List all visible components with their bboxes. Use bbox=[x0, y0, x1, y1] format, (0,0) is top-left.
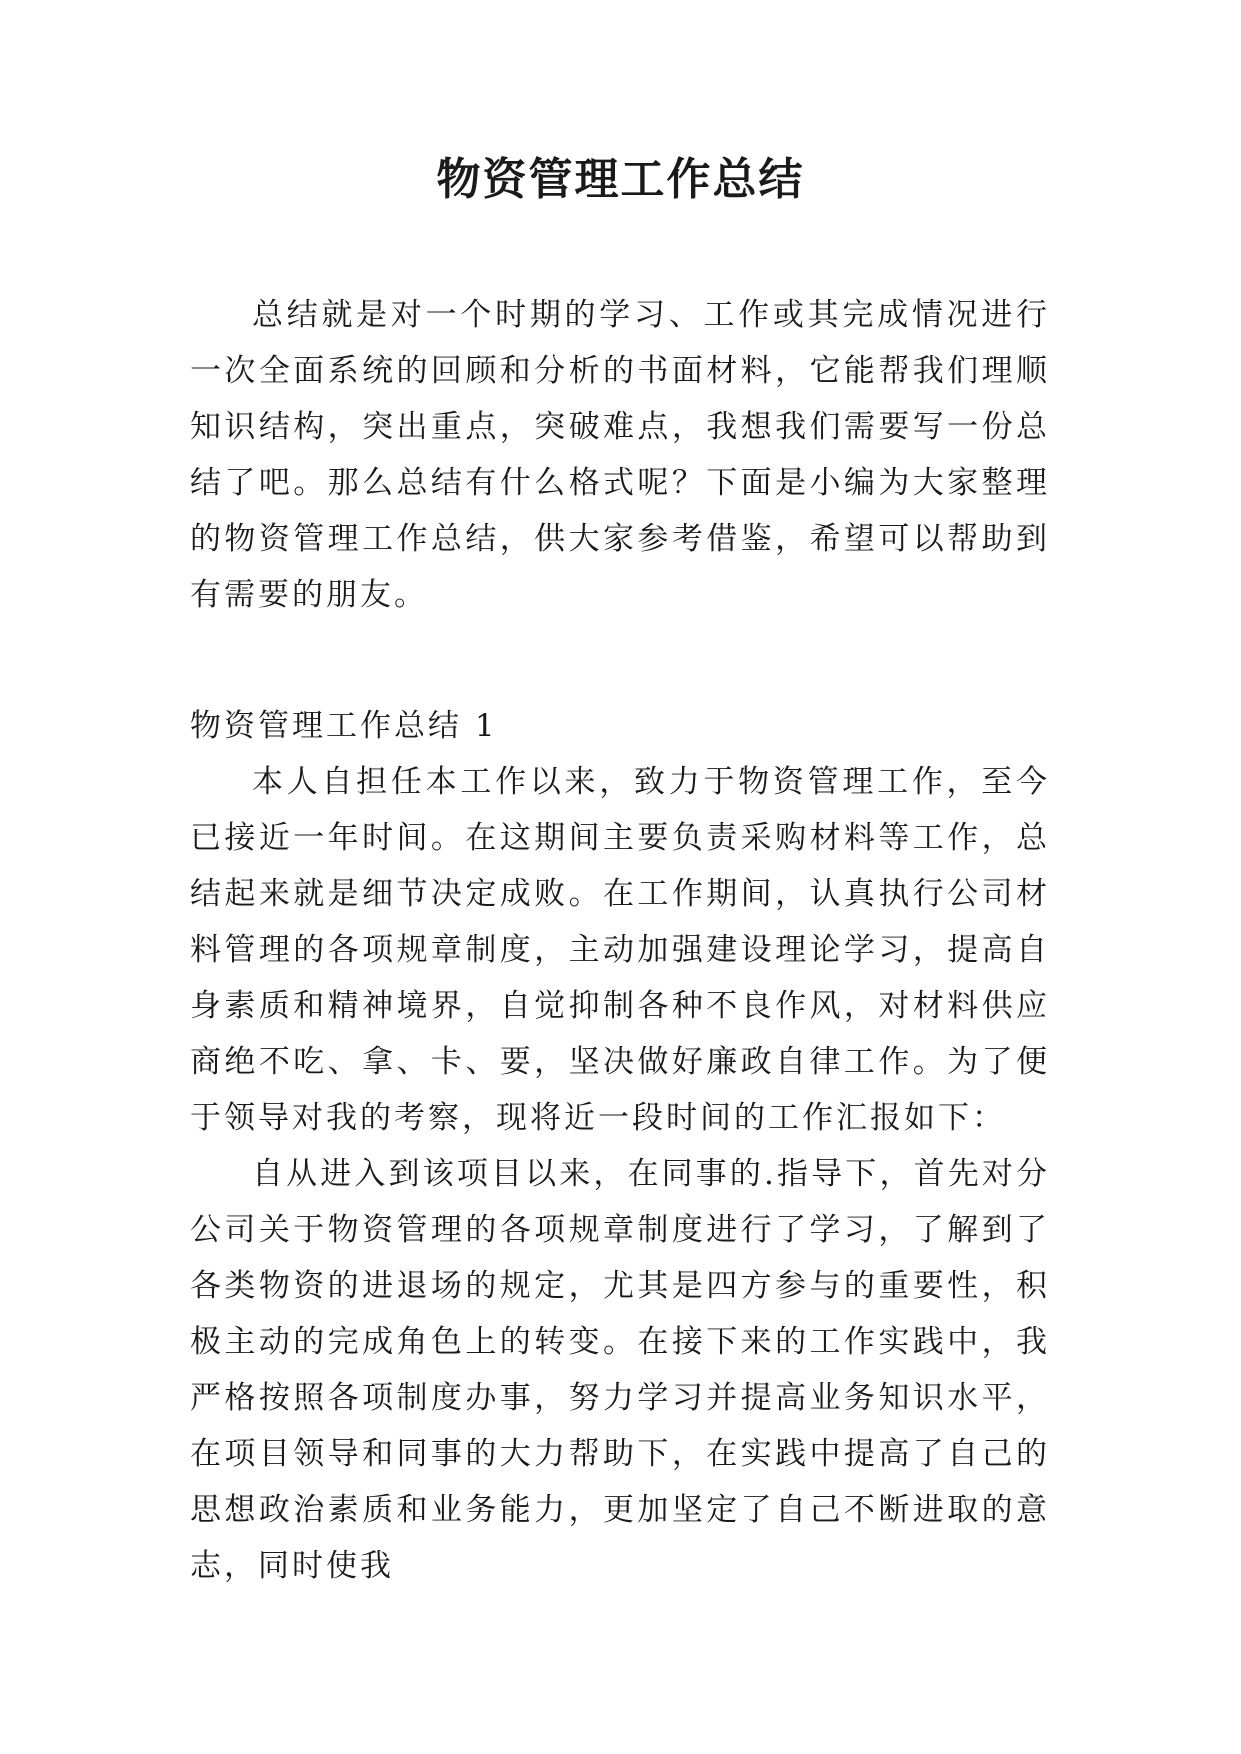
document-title: 物资管理工作总结 bbox=[436, 154, 805, 205]
section-heading: 物资管理工作总结 1 bbox=[190, 708, 498, 744]
intro-paragraph: 总结就是对一个时期的学习、工作或其完成情况进行一次全面系统的回顾和分析的书面材料，它能帮我们理顺知识结构，突出重点，突破难点，我想我们需要写一份总结了吧。那么总结有什么格式呢？下面是小编为大家整理的物资管理工作总结，供大家参考借鉴，希望可以帮助到有需要的朋友。 bbox=[190, 297, 1050, 613]
section-paragraph: 自从进入到该项目以来，在同事的.指导下，首先对分公司关于物资管理的各项规章制度进行了学习，了解到了各类物资的进退场的规定，尤其是四方参与的重要性，积极主动的完成角色上的转变。在接下来的工作实践中，我严格按照各项制度办事，努力学习并提高业务知识水平，在项目领导和同事的大力帮助下，在实践中提高了自己的思想政治素质和业务能力，更加坚定了自己不断进取的意志，同时使我 bbox=[190, 1156, 1050, 1584]
section-paragraph: 本人自担任本工作以来，致力于物资管理工作，至今已接近一年时间。在这期间主要负责采购材料等工作，总结起来就是细节决定成败。在工作期间，认真执行公司材料管理的各项规章制度，主动加强建设理论学习，提高自身素质和精神境界，自觉抑制各种不良作风，对材料供应商绝不吃、拿、卡、要，坚决做好廉政自律工作。为了便于领导对我的考察，现将近一段时间的工作汇报如下： bbox=[190, 764, 1050, 1136]
